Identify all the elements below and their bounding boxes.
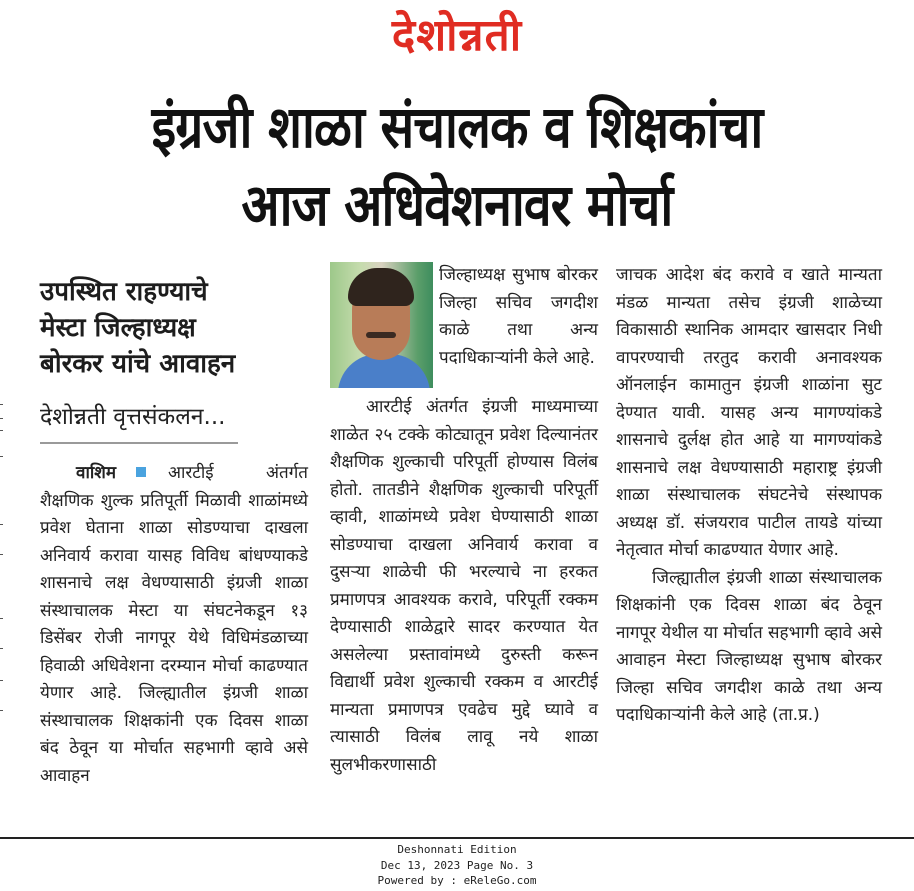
sub-headline-line-2: मेस्टा जिल्हाध्यक्ष: [40, 313, 196, 343]
sub-headline-line-1: उपस्थित राहण्याचे: [40, 277, 208, 307]
headline-line-2: आज अधिवेशनावर मोर्चा: [241, 171, 673, 239]
edition-name: Deshonnati Edition: [397, 843, 517, 856]
article-column-3: [616, 262, 882, 730]
powered-by: Powered by : eReleGo.com: [377, 874, 537, 887]
column2-paragraph: आरटीई अंतर्गत इंग्रजी माध्यमाच्या शाळेत २५ टक्के कोट्यातून प्रवेश दिल्यानंतर शैक्षणिक शुल्काची परिपूर्ती होण्यास विलंब होतो. तातडीने शैक्षणिक शुल्काची परिपूर्ती व्हावी, शाळांमध्ये प्रवेश घेण्यासाठी शाळा सोडण्याचा दाखला अनिवार्य करावा व दुसऱ्या शाळेची फी भरल्याचे ना हरकत प्रमाणपत्र आवश्यक करावे, परिपूर्ती रक्कम देण्यासाठी शाळेद्वारे सादर करण्यात येत असलेल्या प्रस्तावांमध्ये दुरुस्ती करून विद्यार्थी प्रवेश शुल्काची रक्कम व आरटीई मान्यता प्रमाणपत्र एवढेच मुद्दे घ्यावे व त्यासाठी विलंब लावू नये शाळा सुलभीकरणासाठी: [330, 397, 598, 775]
sub-headline-line-3: बोरकर यांचे आवाहन: [40, 349, 236, 379]
edition-date-page: Dec 13, 2023 Page No. 3: [380, 858, 534, 872]
newspaper-masthead: देशोन्नती: [391, 10, 523, 61]
article-column-2: [330, 262, 598, 779]
column3-paragraph-2: जिल्ह्यातील इंग्रजी शाळा संस्थाचालक शिक्षकांनी एक दिवस शाळा बंद ठेवून नागपूर येथील या मोर्चात सहभागी व्हावे असे आवाहन मेस्टा जिल्हाध्यक्ष सुभाष बोरकर जिल्हा सचिव जगदीश काळे तथा अन्य पदाधिकाऱ्यांनी केले आहे (ता.प्र.): [616, 567, 882, 725]
article-column-1: [40, 262, 308, 790]
article-headline: [64, 88, 850, 244]
photo-wrap-text: जिल्हाध्यक्ष सुभाष बोरकर जिल्हा सचिव जगदीश काळे तथा अन्य पदाधिकाऱ्यांनी केले आहे.: [439, 265, 598, 368]
square-bullet-icon: [136, 467, 146, 477]
dateline: वाशिम: [76, 463, 116, 483]
lead-paragraph: [40, 460, 308, 790]
column3-paragraph-1: जाचक आदेश बंद करावे व खाते मान्यता मंडळ मान्यता तसेच इंग्रजी शाळेच्या विकासाठी स्थानिक आमदार खासदार निधी वापरण्याची तरतुद करावी अनावश्यक ऑनलाईन कामातुन इंग्रजी शाळांना सुट देण्यात यावी. यासह अन्य मागण्यांकडे शासनाचे दुर्लक्ष होत आहे या मागण्यांकडे शासनाचे लक्ष वेधण्यासाठी महाराष्ट्र इंग्रजी शाळा संस्थाचालक संघटनेचे संस्थापक अध्यक्ष डॉ. संजयराव पाटील तायडे यांच्या नेतृत्वात मोर्चा काढण्यात येणार आहे.: [616, 265, 882, 560]
sub-headline: [40, 274, 308, 382]
edition-footer: [0, 842, 914, 889]
person-photo: [330, 262, 435, 390]
portrait-image: [330, 262, 433, 388]
headline-line-1: इंग्रजी शाळा संचालक व शिक्षकांचा: [151, 93, 763, 161]
lead-text: आरटीई अंतर्गत शैक्षणिक शुल्क प्रतिपूर्ती मिळावी शाळांमध्ये प्रवेश घेताना शाळा सोडण्याचा दाखला अनिवार्य करावा यासह विविध बांधण्याकडे शासनाचे लक्ष वेधण्यासाठी इंग्रजी शाळा संस्थाचालक मेस्टा या संघटनेकडून १३ डिसेंबर रोजी नागपूर येथे विधिमंडळाच्या हिवाळी अधिवेशना दरम्यान मोर्चा काढण्यात येणार आहे. जिल्ह्यातील इंग्रजी शाळा संस्थाचालक शिक्षकांनी एक दिवस शाळा बंद ठेवून या मोर्चात सहभागी व्हावे असे आवाहन: [40, 463, 308, 786]
byline: देशोन्नती वृत्तसंकलन...: [40, 402, 238, 444]
footer-divider: [0, 837, 914, 839]
